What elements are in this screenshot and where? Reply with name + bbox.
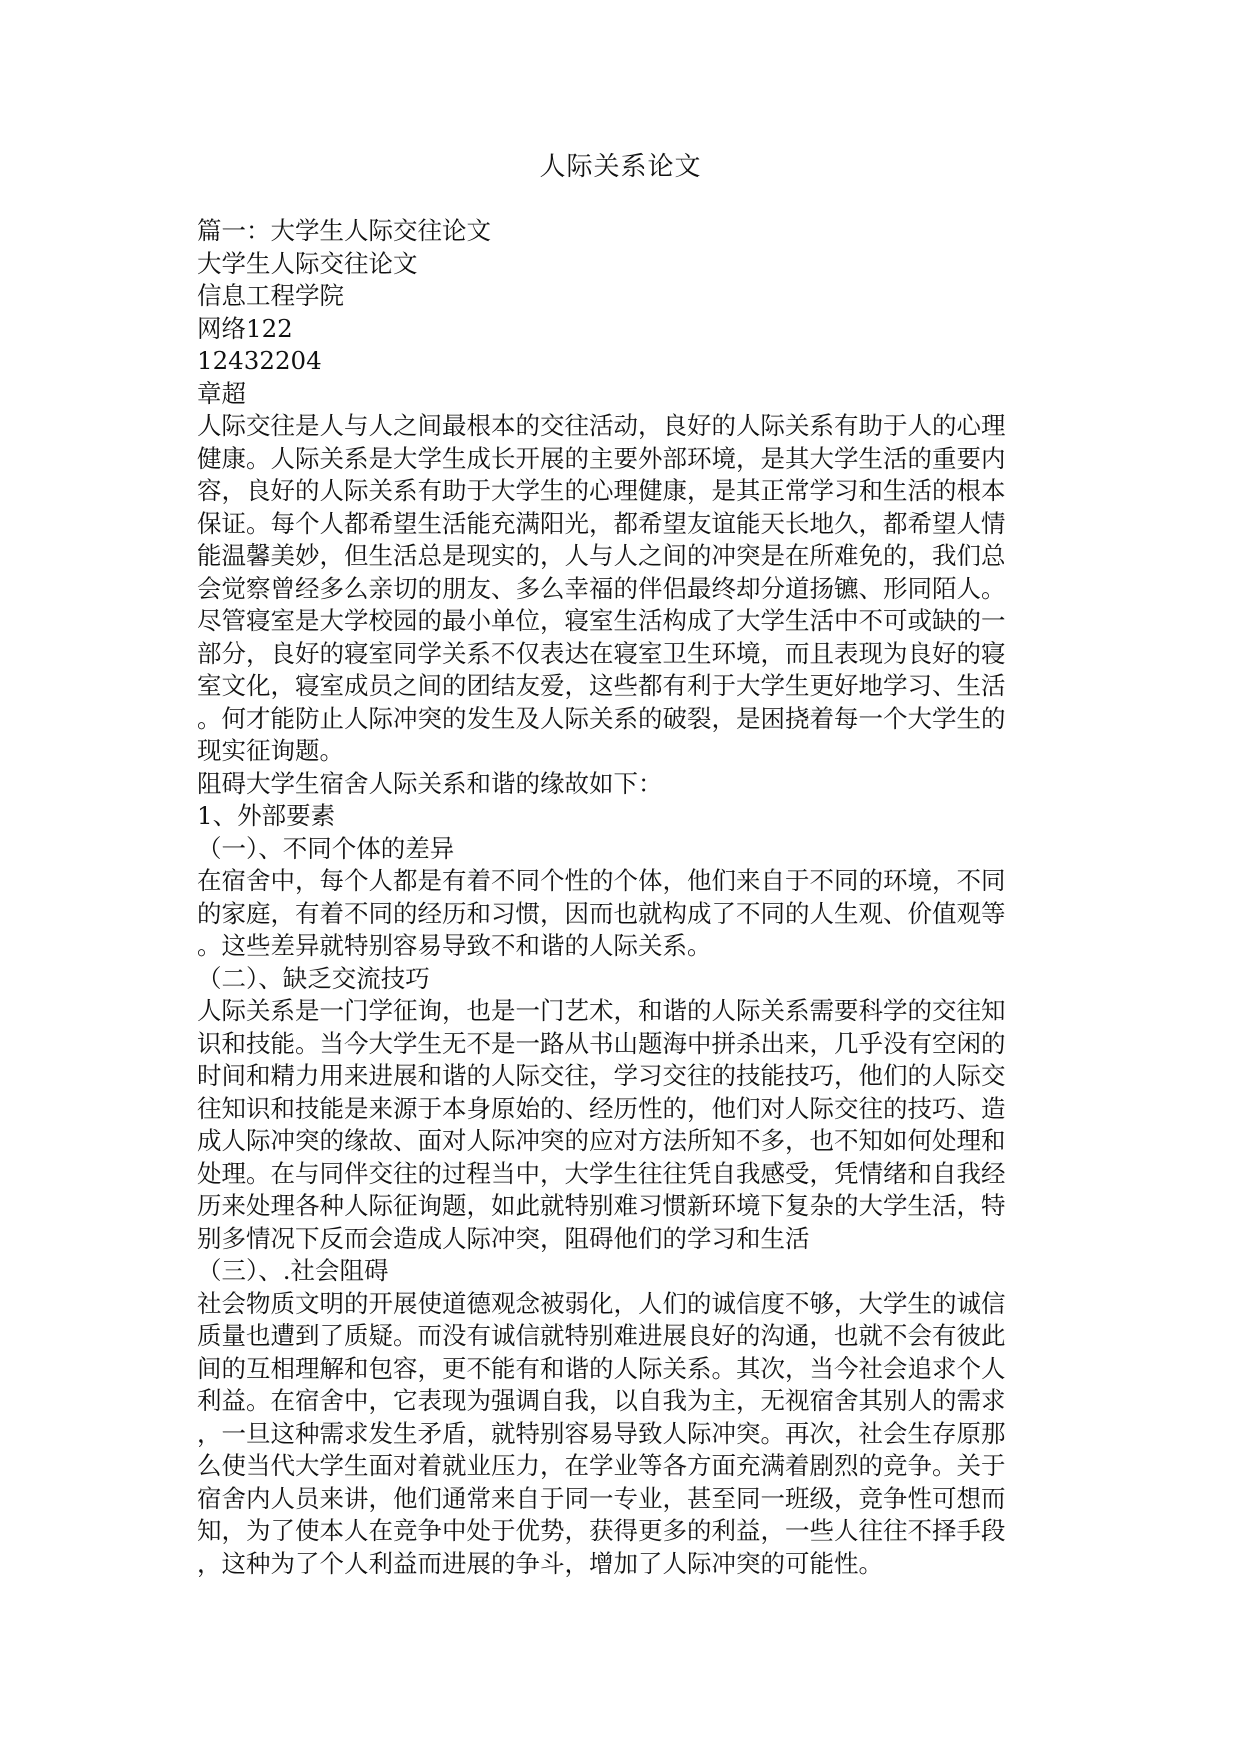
text-line: 会觉察曾经多么亲切的朋友、多么幸福的伴侣最终却分道扬镳、形同陌人。 bbox=[197, 573, 1006, 603]
text-line: 在宿舍中，每个人都是有着不同个性的个体，他们来自于不同的环境，不同 bbox=[197, 866, 1006, 895]
text-line: 篇一：大学生人际交往论文 bbox=[197, 216, 491, 245]
text-line: 现实征询题。 bbox=[197, 736, 344, 765]
text-line: 质量也遭到了质疑。而没有诚信就特别难进展良好的沟通，也就不会有彼此 bbox=[197, 1321, 1006, 1350]
text-line: 人际交往是人与人之间最根本的交往活动，良好的人际关系有助于人的心理 bbox=[197, 411, 1006, 440]
text-line: 。这些差异就特别容易导致不和谐的人际关系。 bbox=[197, 931, 712, 960]
text-line: 能温馨美妙，但生活总是现实的，人与人之间的冲突是在所难免的，我们总 bbox=[197, 541, 1006, 570]
text-line: （一）、不同个体的差异 bbox=[197, 833, 455, 863]
text-line: 识和技能。当今大学生无不是一路从书山题海中拼杀出来，几乎没有空闲的 bbox=[197, 1028, 1006, 1058]
text-line: 间的互相理解和包容，更不能有和谐的人际关系。其次，当今社会追求个人 bbox=[197, 1353, 1006, 1383]
text-line: 健康。人际关系是大学生成长开展的主要外部环境，是其大学生活的重要内 bbox=[197, 443, 1006, 473]
text-line: ，一旦这种需求发生矛盾，就特别容易导致人际冲突。再次，社会生存原那 bbox=[197, 1418, 1006, 1448]
document-title: 人际关系论文 bbox=[539, 152, 702, 182]
text-line: 社会物质文明的开展使道德观念被弱化，人们的诚信度不够，大学生的诚信 bbox=[197, 1288, 1006, 1318]
text-line: 1、外部要素 bbox=[197, 801, 336, 830]
text-line: 尽管寝室是大学校园的最小单位，寝室生活构成了大学生活中不可或缺的一 bbox=[197, 606, 1006, 635]
text-line: 。何才能防止人际冲突的发生及人际关系的破裂，是困挠着每一个大学生的 bbox=[197, 703, 1006, 733]
document-body bbox=[197, 215, 1037, 1580]
text-line: 往知识和技能是来源于本身原始的、经历性的，他们对人际交往的技巧、造 bbox=[197, 1093, 1006, 1123]
text-line: 保证。每个人都希望生活能充满阳光，都希望友谊能天长地久，都希望人情 bbox=[197, 508, 1006, 538]
text-line: 大学生人际交往论文 bbox=[197, 248, 418, 278]
text-line: 历来处理各种人际征询题，如此就特别难习惯新环境下复杂的大学生活，特 bbox=[197, 1191, 1006, 1220]
text-line: 处理。在与同伴交往的过程当中，大学生往往凭自我感受，凭情绪和自我经 bbox=[197, 1158, 1006, 1188]
text-line: 章超 bbox=[197, 378, 246, 408]
text-line: 别多情况下反而会造成人际冲突，阻碍他们的学习和生活 bbox=[197, 1223, 810, 1253]
text-line: 么使当代大学生面对着就业压力，在学业等各方面充满着剧烈的竞争。关于 bbox=[197, 1451, 1006, 1480]
text-line: 成人际冲突的缘故、面对人际冲突的应对方法所知不多，也不知如何处理和 bbox=[197, 1126, 1006, 1155]
text-line: 容，良好的人际关系有助于大学生的心理健康，是其正常学习和生活的根本 bbox=[197, 476, 1006, 505]
text-line: 时间和精力用来进展和谐的人际交往，学习交往的技能技巧，他们的人际交 bbox=[197, 1061, 1006, 1090]
text-line: 信息工程学院 bbox=[197, 281, 344, 310]
text-line: （二）、缺乏交流技巧 bbox=[197, 963, 430, 993]
text-line: 阻碍大学生宿舍人际关系和谐的缘故如下： bbox=[197, 768, 663, 798]
text-line: （三）、.社会阻碍 bbox=[197, 1256, 389, 1285]
text-line: 利益。在宿舍中，它表现为强调自我，以自我为主，无视宿舍其别人的需求 bbox=[197, 1386, 1006, 1415]
text-line: ，这种为了个人利益而进展的争斗，增加了人际冲突的可能性。 bbox=[197, 1548, 883, 1578]
text-line: 网络122 bbox=[197, 313, 293, 343]
text-line: 知，为了使本人在竞争中处于优势，获得更多的利益，一些人往往不择手段 bbox=[197, 1516, 1006, 1545]
text-line: 的家庭，有着不同的经历和习惯，因而也就构成了不同的人生观、价值观等 bbox=[197, 898, 1006, 928]
text-line: 部分，良好的寝室同学关系不仅表达在寝室卫生环境，而且表现为良好的寝 bbox=[197, 638, 1006, 668]
text-line: 人际关系是一门学征询，也是一门艺术，和谐的人际关系需要科学的交往知 bbox=[197, 996, 1006, 1025]
text-line: 室文化，寝室成员之间的团结友爱，这些都有利于大学生更好地学习、生活 bbox=[197, 671, 1006, 700]
text-line: 12432204 bbox=[197, 346, 322, 375]
text-line: 宿舍内人员来讲，他们通常来自于同一专业，甚至同一班级，竞争性可想而 bbox=[197, 1483, 1006, 1513]
